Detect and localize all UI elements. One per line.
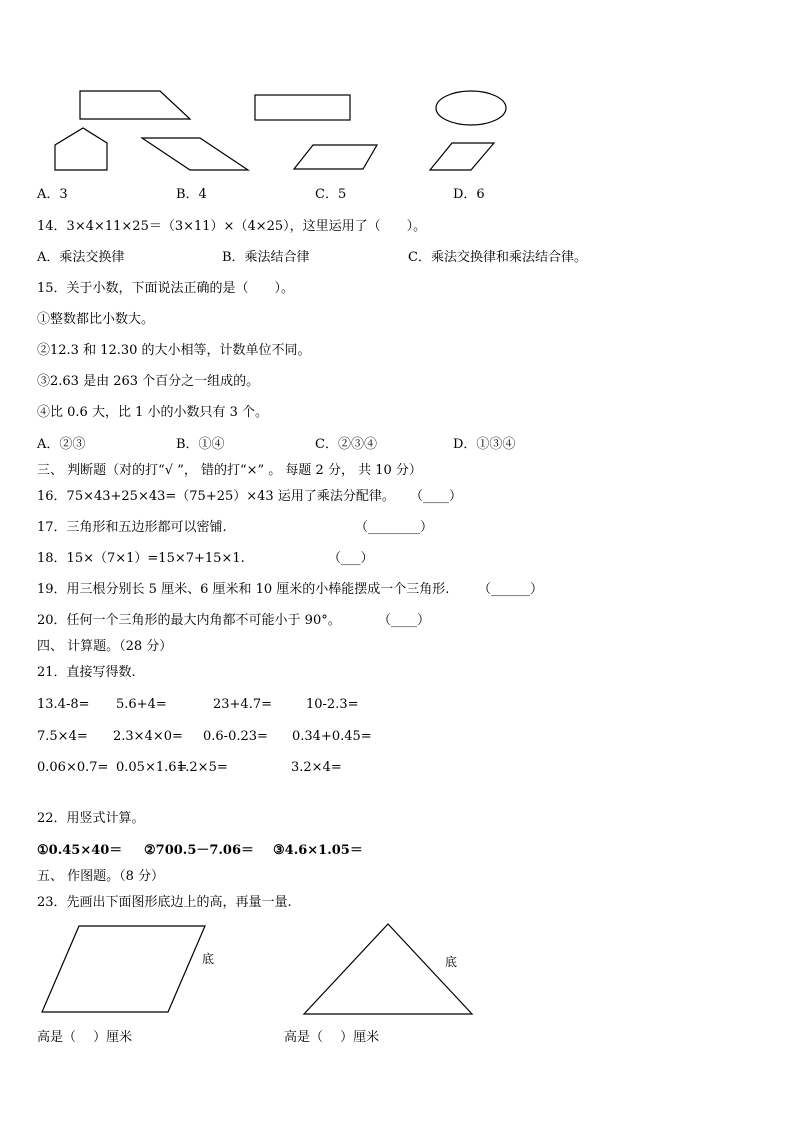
q14-stem: 14．3×4×11×25＝（3×11）×（4×25），这里运用了（ ）。	[37, 219, 427, 234]
q18-text: 18．15×（7×1）=15×7+15×1.	[37, 551, 245, 566]
q20-text: 20．任何一个三角形的最大内角都不可能小于 90°。	[37, 613, 341, 628]
q22-stem: 22．用竖式计算。	[37, 811, 145, 826]
q21-item: 0.05×1.6=	[116, 760, 188, 775]
section4-title: 四、 计算题。（28 分）	[37, 639, 173, 654]
section5-title: 五、 作图题。（8 分）	[37, 869, 165, 884]
q21-item: 0.06×0.7=	[37, 760, 109, 775]
q15-option-a: A．②③	[37, 437, 86, 452]
q15-option-c: C．②③④	[315, 437, 377, 452]
q21-item: 5.6+4=	[116, 697, 167, 712]
q17-text: 17．三角形和五边形都可以密铺.	[37, 520, 227, 535]
q21-item: 2.3×4×0=	[113, 729, 183, 744]
q18-answer-blank[interactable]: （___）	[328, 551, 374, 566]
q15-option-d: D．①③④	[453, 437, 516, 452]
q14-option-a: A．乘法交换律	[37, 250, 125, 265]
q19-text: 19．用三根分别长 5 厘米、6 厘米和 10 厘米的小棒能摆成一个三角形.	[37, 582, 450, 597]
q21-item: 23+4.7=	[213, 697, 273, 712]
q21-stem: 21．直接写得数.	[37, 665, 136, 680]
q21-item: 7.5×4=	[37, 729, 88, 744]
q21-item: 13.4-8=	[37, 697, 90, 712]
q14-option-b: B．乘法结合律	[222, 250, 310, 265]
q16-answer-blank[interactable]: （____）	[410, 489, 463, 504]
q23-stem: 23．先画出下面图形底边上的高，再量一量.	[37, 895, 292, 910]
q15-statement-3: ③2.63 是由 263 个百分之一组成的。	[37, 374, 260, 389]
q22-item-1: ①0.45×40＝	[37, 843, 123, 858]
q21-item: 0.34+0.45=	[292, 729, 372, 744]
parallelogram-height-answer[interactable]: 高是（ ）厘米	[37, 1030, 133, 1045]
q13-option-d: D．6	[453, 187, 485, 202]
q21-item: 1.2×5=	[177, 760, 228, 775]
q13-option-a: A．3	[37, 187, 68, 202]
q19-answer-blank[interactable]: （______）	[478, 582, 544, 597]
triangle-base-label: 底	[445, 955, 458, 969]
q15-statement-1: ①整数都比小数大。	[37, 312, 155, 327]
parallelogram-base-label: 底	[202, 952, 215, 966]
q21-item: 0.6-0.23=	[203, 729, 268, 744]
section3-title: 三、 判断题（对的打“√ ”， 错的打“×” 。 每题 2 分， 共 10 分）	[37, 463, 422, 478]
q22-item-3: ③4.6×1.05＝	[273, 843, 363, 858]
q15-option-b: B．①④	[176, 437, 225, 452]
triangle-height-answer[interactable]: 高是（ ）厘米	[284, 1030, 380, 1045]
q16-text: 16．75×43+25×43=（75+25）×43 运用了乘法分配律。	[37, 489, 395, 504]
q21-item: 3.2×4=	[291, 760, 342, 775]
q15-statement-4: ④比 0.6 大，比 1 小的小数只有 3 个。	[37, 405, 269, 420]
q15-stem: 15．关于小数，下面说法正确的是（ ）。	[37, 281, 295, 296]
q13-option-b: B．4	[176, 187, 207, 202]
q22-item-2: ②700.5－7.06＝	[144, 843, 255, 858]
q20-answer-blank[interactable]: （____）	[378, 613, 431, 628]
q13-option-c: C．5	[315, 187, 347, 202]
q21-item: 10-2.3=	[306, 697, 359, 712]
q17-answer-blank[interactable]: （________）	[355, 520, 434, 535]
q15-statement-2: ②12.3 和 12.30 的大小相等，计数单位不同。	[37, 343, 311, 358]
parallelogram-figure	[42, 926, 205, 1012]
q14-option-c: C．乘法交换律和乘法结合律。	[408, 250, 587, 265]
